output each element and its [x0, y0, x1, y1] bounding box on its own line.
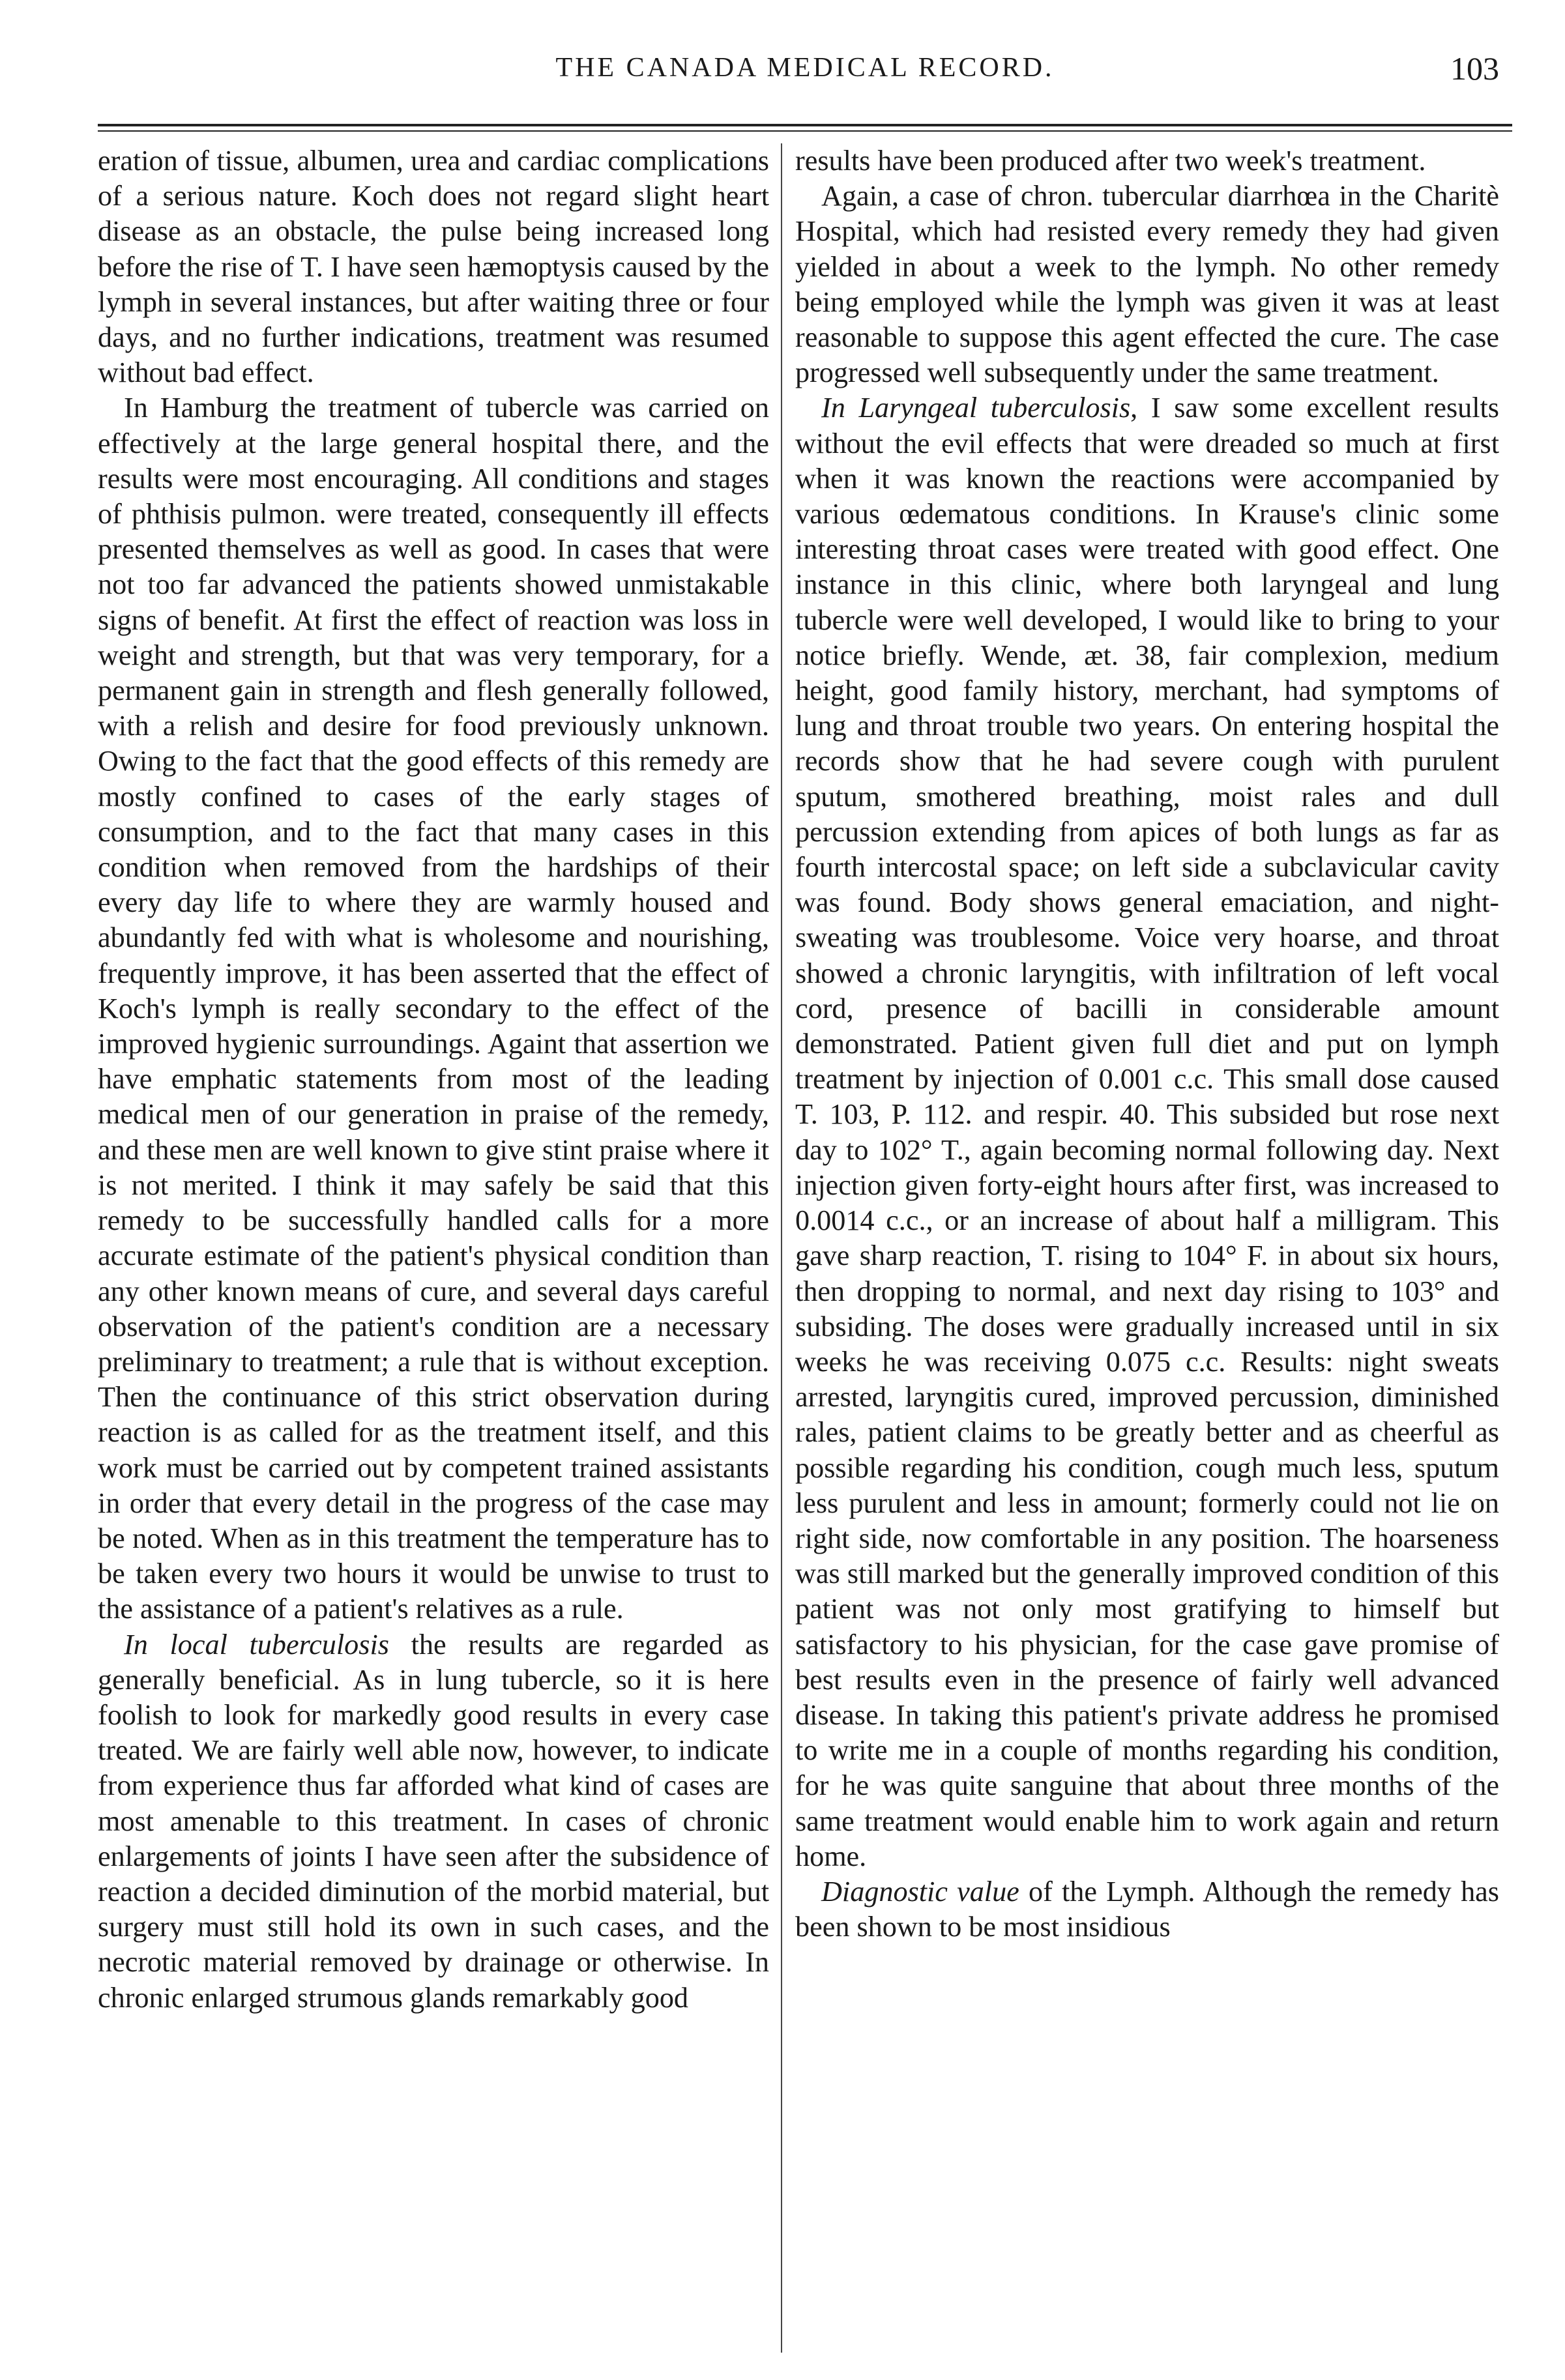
right-column [795, 143, 1499, 2359]
right-paragraph-3 [795, 390, 1499, 1874]
left-paragraph-3 [98, 1627, 769, 2016]
right-paragraph-1: results have been produced after two week's treatment. [795, 145, 1426, 177]
right-paragraph-4-italic: Diagnostic value [821, 1875, 1019, 1908]
page-number: 103 [1450, 50, 1499, 87]
header-rule-thick [98, 124, 1512, 126]
right-paragraph-3-text: , I saw some excellent results without the evil effects that were dreaded so much at first when it was known the reactions were accompanied by various œdematous conditions. In Krause's clinic some interesting throat cases were treated with good effect. One instance in this clinic, where both laryngeal and lung tubercle were well developed, I would like to bring to your notice briefly. Wende, æt. 38, fair complexion, medium height, good family history, merchant, had symptoms of lung and throat trouble two years. On entering hospital the records show that he had severe cough with purulent sputum, smothered breathing, moist rales and dull percussion extending from apices of both lungs as far as fourth intercostal space; on left side a subclavicular cavity was found. Body shows general emaciation, and night-sweating was troublesome. Voice very hoarse, and throat showed a chronic laryngitis, with infiltration of left vocal cord, presence of bacilli in considerable amount demonstrated. Patient given full diet and put on lymph treatment by injection of 0.001 c.c. This small dose caused T. 103, P. 112. and respir. 40. This subsided but rose next day to 102° T., again becoming normal following day. Next injection given forty-eight hours after first, was increased to 0.0014 c.c., or an increase of about half a milligram. This gave sharp reaction, T. rising to 104° F. in about six hours, then dropping to normal, and next day rising to 103° and subsiding. The doses were gradually increased until in six weeks he was receiving 0.075 c.c. Results: night sweats arrested, laryngitis cured, improved percussion, diminished rales, patient claims to be greatly better and as cheerful as possible regarding his condition, cough much less, sputum less purulent and less in amount; formerly could not lie on right side, now comfortable in any position. The hoarseness was still marked but the generally improved condition of this patient was not only most gratifying to himself but satisfactory to his physician, for the case gave promise of best results even in the presence of fairly well advanced disease. In taking this patient's private address he promised to write me in a couple of months regarding his condition, for he was quite sanguine that about three months of the same treatment would enable him to work again and return home. [795, 392, 1499, 1872]
left-paragraph-1: eration of tissue, albumen, urea and cardiac complications of a serious nature. Koch does not regard slight heart disease as an obstacle, the pulse being increased long before the rise of T. I have seen hæmoptysis caused by the lymph in several instances, but after waiting three or four days, and no further indications, treatment was resumed without bad effect. [98, 145, 769, 389]
right-paragraph-4 [795, 1874, 1499, 1945]
column-divider [781, 143, 782, 2353]
left-paragraph-3-italic: In local tuberculosis [124, 1628, 389, 1661]
left-paragraph-2: In Hamburg the treatment of tubercle was carried on effectively at the large general hospital there, and the results were most encouraging. All conditions and stages of phthisis pulmon. were treated, consequently ill effects presented themselves as well as good. In cases that were not too far advanced the patients showed unmistakable signs of benefit. At first the effect of reaction was loss in weight and strength, but that was very temporary, for a permanent gain in strength and flesh generally followed, with a relish and desire for food previously unknown. Owing to the fact that the good effects of this remedy are mostly confined to cases of the early stages of consumption, and to the fact that many cases in this condition when removed from the hardships of their every day life to where they are warmly housed and abundantly fed with what is wholesome and nourishing, frequently improve, it has been asserted that the effect of Koch's lymph is really secondary to the effect of the improved hygienic surroundings. Againt that assertion we have emphatic statements from most of the leading medical men of our generation in praise of the remedy, and these men are well known to give stint praise where it is not merited. I think it may safely be said that this remedy to be successfully handled calls for a more accurate estimate of the patient's physical condition than any other known means of cure, and several days careful observation of the patient's condition are a necessary preliminary to treatment; a rule that is without exception. Then the continuance of this strict observation during reaction is as called for as the treatment itself, and this work must be carried out by competent trained assistants in order that every detail in the progress of the case may be noted. When as in this treatment the temperature has to be taken every two hours it would be unwise to trust to the assistance of a patient's relatives as a rule. [98, 392, 769, 1625]
journal-title: THE CANADA MEDICAL RECORD. [555, 53, 1055, 83]
page-header [98, 52, 1512, 91]
left-paragraph-3-text: the results are regarded as generally beneficial. As in lung tubercle, so it is here foolish to look for markedly good results in every case treated. We are fairly well able now, however, to indicate from experience thus far afforded what kind of cases are most amenable to this treatment. In cases of chronic enlargements of joints I have seen after the subsidence of reaction a decided diminution of the morbid material, but surgery must still hold its own in such cases, and the necrotic material removed by drainage or otherwise. In chronic enlarged strumous glands remarkably good [98, 1628, 769, 2014]
header-rule-thin [98, 130, 1512, 132]
left-column [98, 143, 769, 2359]
right-paragraph-3-italic: In Laryngeal tuberculosis [821, 392, 1131, 424]
right-paragraph-4-text: of the Lymph. Although the remedy has been shown to be most insidious [795, 1875, 1499, 1943]
right-paragraph-2: Again, a case of chron. tubercular diarrhœa in the Charitè Hospital, which had resisted every remedy they had given yielded in about a week to the lymph. No other remedy being employed while the lymph was given it was at least reasonable to suppose this agent effected the cure. The case progressed well subsequently under the same treatment. [795, 180, 1499, 389]
